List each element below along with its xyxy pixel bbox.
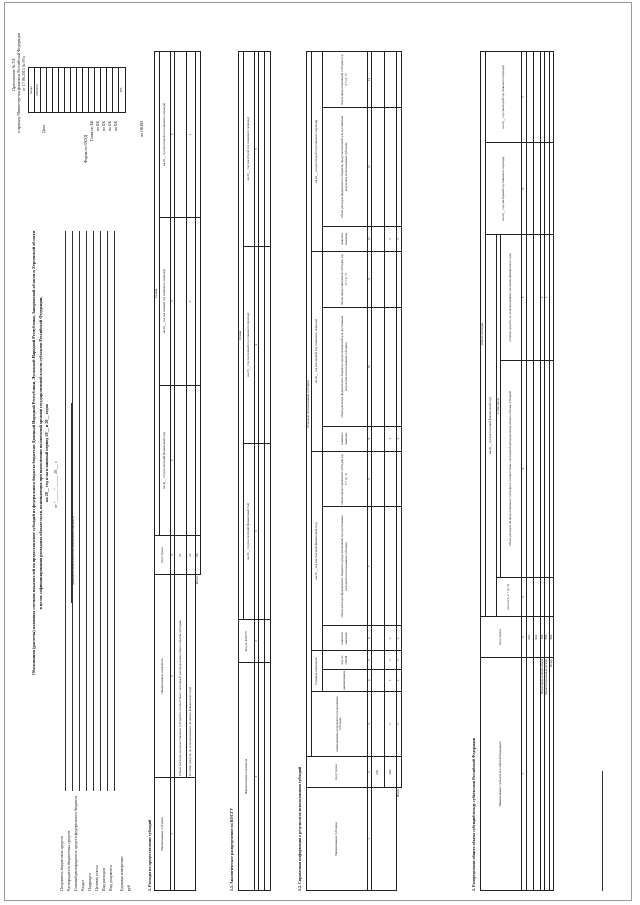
document-title-line2: в целях софинансирования расходных обязательств, возникающих при выполнении полномочий органов государственной власти субъектов Российской Федерации,: [38, 296, 43, 610]
section11-table: Наименование показателя Код по КОСГУ Сумма на 20__ год (на текущий финансовый год) на 20__ год (на первый год планового периода) на 20__ год (на второй год планового периода) 1 2 3 4 5: [238, 51, 271, 891]
section11-title: 1.1. Аналитическое распределение по КОСГУ: [229, 807, 234, 891]
section12-table: Наименование субсидии Код строки Результат использования субсидии наименование результата использования субсидии Единица измерения на 20__ год (на текущий финансовый год) на 20__ год (на первый год планового периода) на 20__ год (на второй год планового периода) наименование код по ОКЕИ плановое значение объем расходов федерального бюджета, предусмотренный для достижения результата использования субсидии объем предоставляемой субсидии (гр. 6 * гр. 7) плановое значение объем расходов федерального бюджета, предусмотренный для достижения результата использования субсидии объем предоставляемой субсидии (гр. 6 * гр. 7) плановое значение объем расходов федерального бюджета, предусмотренный для достижения результата использования субсидии объем предоставляемой субсидии (гр. 6 * гр. 7) 1 2 3 4 5 6 7 8 9 10 11 12 13 14 001 900 x x x x x x Итого x x x x x x: [306, 51, 402, 891]
section1-title: 1. Расходы на предоставление субсидий: [147, 819, 152, 891]
section12-title: 1.2. Справочная информация о результатах использования субсидий: [297, 766, 302, 891]
section2-table: Наименование субъекта Российской Федерации Код строки Объем субсидии на 20__ год (на текущий финансовый год) на 20__ год (на первый год планового периода) на 20__ год (на второй год планового периода) всего (гр. 4 + гр. 5) в том числе объем расходов на предоставление субсидии в соответствии с методикой распределения общего объема субсидий остатки средств, не использованных на начало финансового года 1 2 3 4 5 6 7 001 002 Нераспределенный объем 700 x Нераспределенный резерв 800 x Всего 900: [480, 51, 554, 891]
document-title: Обоснования (расчеты) плановых сметных показателей на предоставление субсидий из федерального бюджета бюджетам Донецкой Народной Республики, Луганской Народной Республики, Запорожской области и Херсонской области: [31, 230, 36, 676]
date-line: от "______" ______ 20___ г.: [53, 460, 58, 508]
section1-table: Наименование субсидии Наименование показателя Код строки Сумма на 20__ год (на текущий финансовый год) на 20__ год (на первый год планового периода) на 20__ год (на второй год планового периода) 1 2 3 4 5 6 Объем расходов на предоставление субсидий в соответствии с методикой распределения общего объема субсидий 01 Остатки средств, не использованных на начало финансового года 02 x x Итого 90: [154, 51, 201, 891]
sign-note: (реквизиты начала действия (подписания) документа): [71, 516, 75, 585]
appendix-line2: к приказу Министерства финансов Российской Федерации: [16, 33, 21, 133]
document-period: на 20__ год и на плановый период 20__ и 20__ годов: [44, 404, 49, 502]
section2-title: 2. Распределение общего объема субсидий между субъектами Российской Федерации: [471, 737, 476, 891]
appendix-number: Приложение № 7/4: [11, 58, 16, 91]
rotated-form-sheet: Приложение № 7/4 к приказу Министерства финансов Российской Федерации от 17.06.2015 № 97н Обоснования (расчеты) плановых сметных показателей на предоставление субсидий из федерального бюджета бюджетам Донецкой Народной Республики, Луганской Народной Республики, Запорожской области и Херсонской области в целях софинансирования расходных обязательств, возникающих при выполнении полномочий органов государственной власти субъектов Российской Федерации, на 20__ год и на плановый период 20__ и 20__ годов от "______" ______ 20___ г. (реквизиты начала действия (подписания) документа) Получатель бюджетных средств Распорядитель бюджетных средств Главный распорядитель средств федерального бюджета Раздел Подраздел Целевая статья Вид расходов Вид документа Единица измерения: руб Форма по ОКУД Дата Глава по БК по БК по БК по БК по БК по ОКЕИ Коды 0505204 383 1. Расходы на предоставление субсидий Наименование субсидии Наименование показателя Код строки Сумма на 20__ год (на текущий финансовый год) на 20__ год (на первый год планового периода) на 20__ год (на второй год планового периода) 1 2 3 4 5 6 Объем расходов на предоставление субсидий в соответствии с методикой распределения общего объема субсидий 01 Остатки средств, не использованных на начало финансового года 02 x x Итого 90 1.1. Аналитическое распределение по КОСГУ Наименование показателя Код по КОСГУ Сумма на 20__ год (на текущий финансовый год) на 20__ год (на первый год планового периода) на 20__ год (на второй год планового периода) 1 2 3 4 5 1.2. Справочная информация о результатах использования субсидий Наименование субсидии Код строки Результат использования субсидии наименование результата использования субсидии Единица измерения на 20__ год (на текущий финансовый год) на 20__ год (на первый год планового периода) на 20__ год (на второй год планового периода) наименование код по ОКЕИ плановое значение объем расходов федерального бюджета, предусмотренный для достижения результата использования субсидии объем предоставляемой субсидии (гр. 6 * гр. 7) плановое значение объем расходов федерального бюджета, предусмотренный для достижения результата использования субсидии объем предоставляемой субсидии (гр. 6 * гр. 7) плановое значение объем расходов федерального бюджета, предусмотренный для достижения результата использования субсидии объем предоставляемой субсидии (гр. 6 * гр. 7) 1 2 3 4 5 6 7 8 9 10 11 12 13 14 001 900 x x x x x x Итого x x x x x x 2. Распределение общего объема субсидий между субъектами Российской Федерации Наименование субъекта Российской Федерации Код строки Объем субсидии на 20__ год (на текущий финансовый год) на 20__ год (на первый год планового периода) на 20__ год (на второй год планового периода) всего (гр. 4 + гр. 5) в том числе объем расходов на предоставление субсидии в соответствии с методикой распределения общего объема субсидий остатки средств, не использованных на начало финансового года 1 2 3 4 5 6 7 001 002 Нераспределенный объем 700 x Нераспределенный резерв 800 x Всего 900: [2, 2, 630, 903]
appendix-line3: от 17.06.2015 № 97н: [21, 56, 26, 91]
